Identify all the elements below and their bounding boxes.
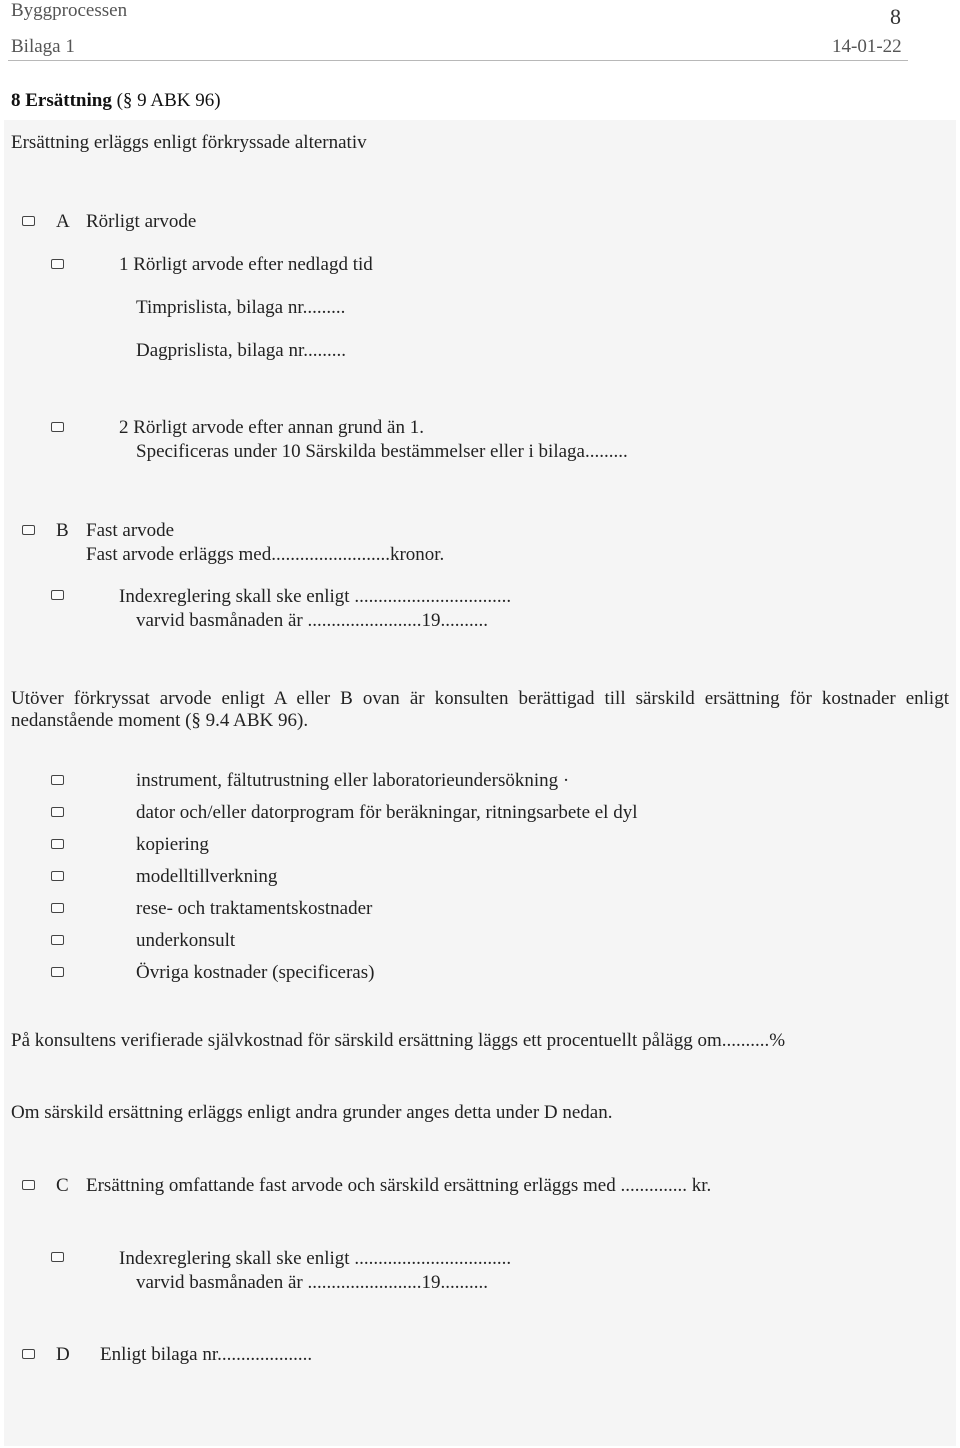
extra-item-checkbox[interactable] (51, 967, 64, 977)
option-b-index-checkbox[interactable] (51, 590, 64, 600)
markup-percentage-field[interactable]: På konsultens verifierade självkostnad för särskild ersättning läggs ett procentuellt pålägg om..........% (11, 1030, 786, 1051)
extra-item-label: instrument, fältutrustning eller laboratorieundersökning · (136, 770, 570, 791)
extra-costs-intro: Utöver förkryssat arvode enligt A eller B ovan är konsulten berättigad till särskild ersättning för kostnader enligt nedanstående moment (§ 9.4 ABK 96). (11, 688, 949, 731)
header-divider (8, 60, 908, 61)
option-d-checkbox[interactable] (22, 1349, 35, 1359)
extra-item-label: dator och/eller datorprogram för beräkningar, ritningsarbete el dyl (136, 802, 638, 823)
option-c-label[interactable]: Ersättning omfattande fast arvode och särskild ersättning erläggs med .............. kr. (86, 1175, 712, 1196)
option-c-letter: C (56, 1175, 69, 1196)
option-a2-specification[interactable]: Specificeras under 10 Särskilda bestämmelser eller i bilaga......... (136, 441, 628, 462)
extra-item-label: kopiering (136, 834, 209, 855)
extra-item-label: Övriga kostnader (specificeras) (136, 962, 375, 983)
bilaga-label: Bilaga 1 (11, 36, 75, 57)
extra-item-checkbox[interactable] (51, 871, 64, 881)
option-a2-label: 2 Rörligt arvode efter annan grund än 1. (119, 417, 424, 438)
extra-item-checkbox[interactable] (51, 935, 64, 945)
document-date: 14-01-22 (832, 36, 902, 57)
form-panel (4, 120, 956, 1446)
option-b-letter: B (56, 520, 69, 541)
section-number: 8 Ersättning (11, 90, 112, 111)
section-reference: (§ 9 ABK 96) (116, 90, 221, 111)
page-header (0, 0, 960, 64)
extra-item-label: rese- och traktamentskostnader (136, 898, 373, 919)
timprislista-field[interactable]: Timprislista, bilaga nr......... (136, 297, 346, 318)
option-d-label[interactable]: Enligt bilaga nr.................... (100, 1344, 313, 1365)
page-number: 8 (890, 4, 901, 29)
option-a1-checkbox[interactable] (51, 259, 64, 269)
option-a-label: Rörligt arvode (86, 211, 197, 232)
section-heading (11, 90, 221, 112)
option-a1-label: 1 Rörligt arvode efter nedlagd tid (119, 254, 373, 275)
option-a2-checkbox[interactable] (51, 422, 64, 432)
option-b-label: Fast arvode (86, 520, 175, 541)
option-c-index-checkbox[interactable] (51, 1252, 64, 1262)
option-c-index-field[interactable]: Indexreglering skall ske enligt ................................. (119, 1248, 512, 1269)
option-c-checkbox[interactable] (22, 1180, 35, 1190)
extra-item-checkbox[interactable] (51, 903, 64, 913)
option-a-letter: A (56, 211, 70, 232)
option-b-amount-field[interactable]: Fast arvode erläggs med.........................kronor. (86, 544, 445, 565)
extra-item-checkbox[interactable] (51, 839, 64, 849)
extra-item-checkbox[interactable] (51, 775, 64, 785)
option-c-base-month-field[interactable]: varvid basmånaden är ........................19.......... (136, 1272, 488, 1293)
section-intro: Ersättning erläggs enligt förkryssade alternativ (11, 132, 367, 153)
option-d-letter: D (56, 1344, 70, 1365)
option-b-index-field[interactable]: Indexreglering skall ske enligt ................................. (119, 586, 512, 607)
extra-item-checkbox[interactable] (51, 807, 64, 817)
dagprislista-field[interactable]: Dagprislista, bilaga nr......... (136, 340, 347, 361)
extra-item-label: underkonsult (136, 930, 236, 951)
extra-item-label: modelltillverkning (136, 866, 278, 887)
option-a-checkbox[interactable] (22, 216, 35, 226)
option-b-base-month-field[interactable]: varvid basmånaden är ........................19.......... (136, 610, 488, 631)
other-grounds-note: Om särskild ersättning erläggs enligt andra grunder anges detta under D nedan. (11, 1102, 613, 1123)
option-b-checkbox[interactable] (22, 525, 35, 535)
document-title: Byggprocessen (11, 0, 128, 21)
